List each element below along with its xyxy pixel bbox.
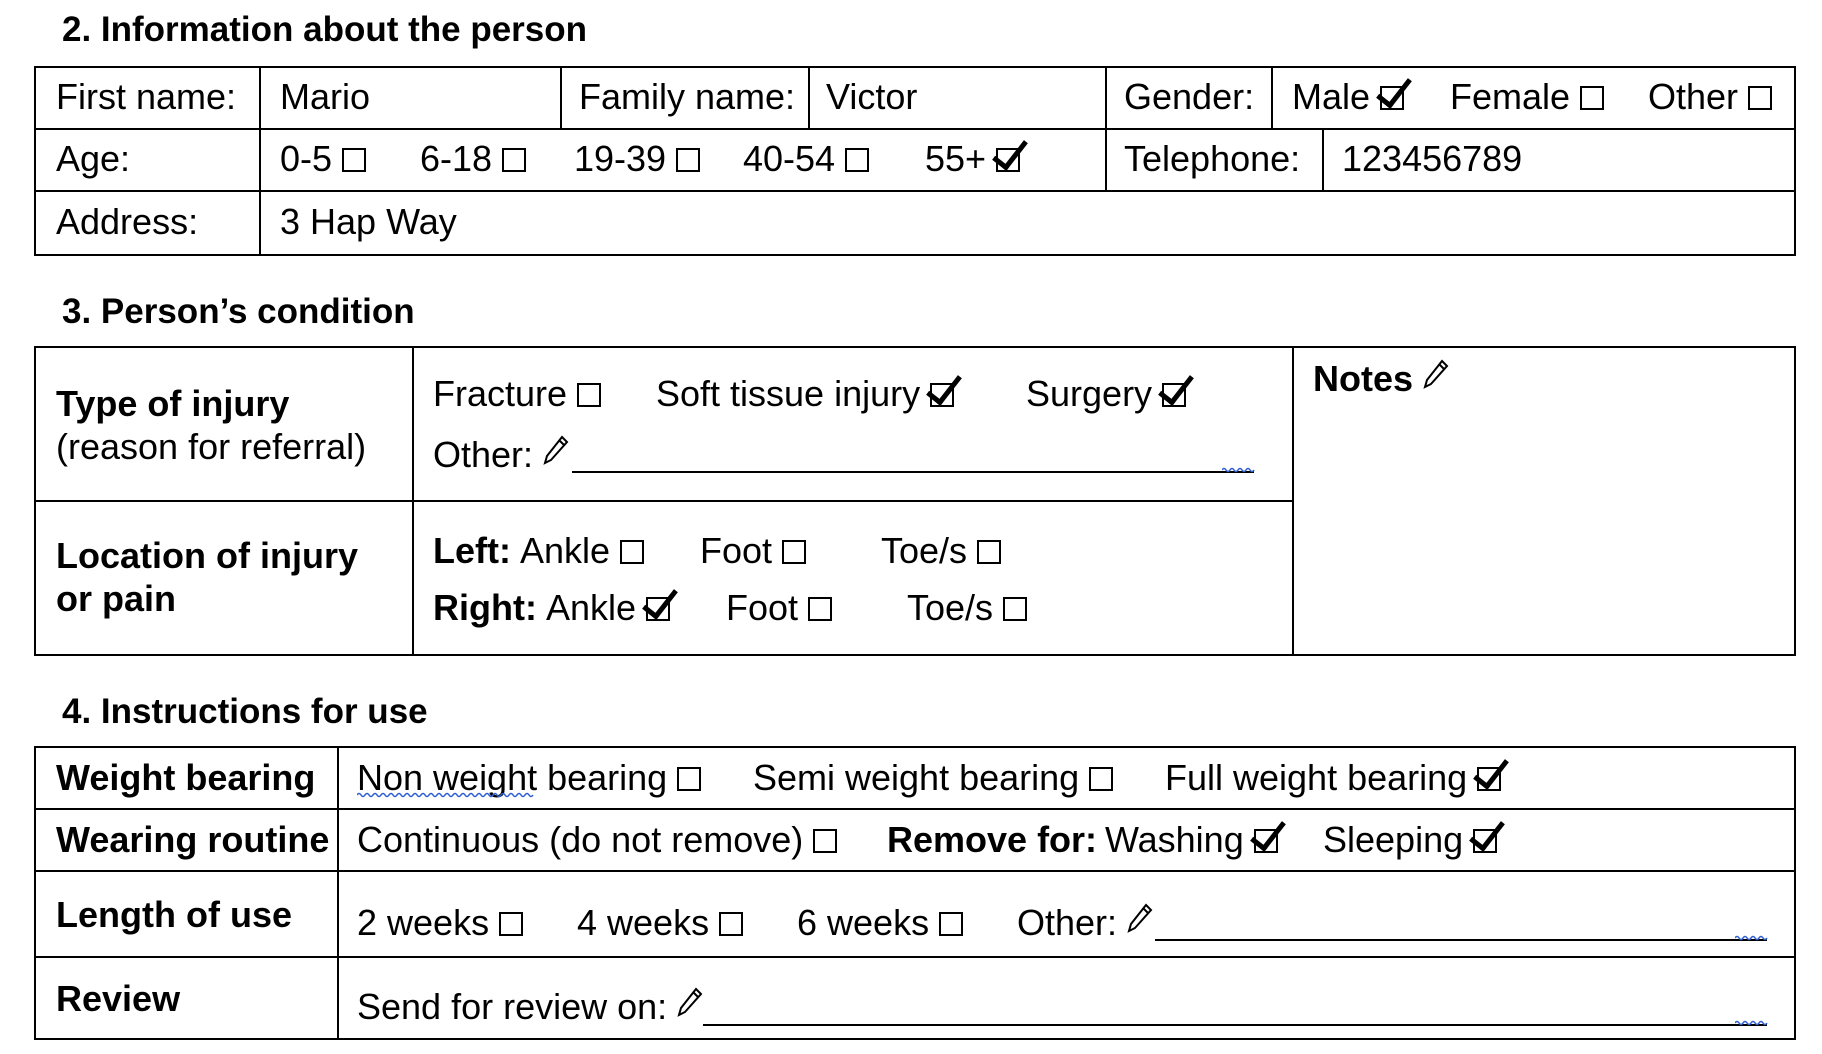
table-divider <box>34 190 1796 192</box>
semi-weight-label: Semi weight bearing <box>753 757 1080 798</box>
checkbox-unchecked[interactable] <box>782 540 806 564</box>
checkbox-unchecked[interactable] <box>1748 86 1772 110</box>
gender-label: Gender: <box>1124 76 1255 117</box>
table-divider <box>34 956 1796 958</box>
review-send-label: Send for review on: <box>357 986 668 1027</box>
address-label: Address: <box>56 201 199 242</box>
length-other <box>1017 902 1153 944</box>
checkbox-checked[interactable] <box>1254 829 1278 853</box>
table-divider <box>560 66 562 128</box>
pencil-icon <box>543 435 569 465</box>
checkbox-unchecked[interactable] <box>1003 597 1027 621</box>
age-option-0-5[interactable] <box>280 138 366 180</box>
four-weeks-label: 4 weeks <box>577 902 710 943</box>
wearing-routine-label: Wearing routine <box>56 819 330 860</box>
checkbox-unchecked[interactable] <box>719 912 743 936</box>
length-option-6-weeks[interactable] <box>797 902 963 944</box>
notes-area[interactable] <box>1300 410 1790 650</box>
gender-other-label: Other <box>1648 76 1739 117</box>
checkbox-unchecked[interactable] <box>677 767 701 791</box>
table-divider <box>34 500 1294 502</box>
left-toes-option[interactable] <box>881 530 1001 572</box>
injury-other <box>433 434 569 476</box>
table-divider <box>259 66 261 256</box>
gender-option-other[interactable] <box>1648 76 1772 118</box>
weight-option-semi[interactable] <box>753 757 1113 799</box>
table-divider <box>1322 128 1324 190</box>
spellcheck-squiggle <box>1735 1020 1769 1026</box>
section-4-heading: 4. Instructions for use <box>62 692 428 731</box>
right-foot-option[interactable] <box>726 587 832 629</box>
remove-for-label: Remove for: <box>887 819 1098 860</box>
checkbox-unchecked[interactable] <box>499 912 523 936</box>
right-toes-option[interactable] <box>907 587 1027 629</box>
checkbox-unchecked[interactable] <box>1580 86 1604 110</box>
left-ankle-label: Ankle <box>520 530 611 571</box>
pencil-icon <box>1127 903 1153 933</box>
gender-option-female[interactable] <box>1450 76 1604 118</box>
checkbox-checked[interactable] <box>1380 86 1404 110</box>
type-of-injury-sublabel: (reason for referral) <box>56 426 367 467</box>
table-divider <box>34 128 1796 130</box>
right-toes-label: Toe/s <box>907 587 994 628</box>
notes-header <box>1313 358 1449 400</box>
review-label: Review <box>56 978 181 1019</box>
spellcheck-squiggle <box>1222 467 1256 473</box>
right-foot-label: Foot <box>726 587 799 628</box>
length-other-label: Other: <box>1017 902 1118 943</box>
checkbox-unchecked[interactable] <box>342 148 366 172</box>
checkbox-checked[interactable] <box>1473 829 1497 853</box>
checkbox-checked[interactable] <box>930 383 954 407</box>
washing-label: Washing <box>1105 819 1244 860</box>
left-ankle-option[interactable] <box>520 530 644 572</box>
injury-option-surgery[interactable] <box>1026 373 1186 415</box>
two-weeks-label: 2 weeks <box>357 902 490 943</box>
full-weight-label: Full weight bearing <box>1165 757 1468 798</box>
checkbox-checked[interactable] <box>1477 767 1501 791</box>
checkbox-unchecked[interactable] <box>939 912 963 936</box>
length-of-use-label: Length of use <box>56 894 292 935</box>
table-divider <box>337 746 339 1040</box>
telephone-value[interactable]: 123456789 <box>1342 138 1523 179</box>
injury-option-soft-tissue[interactable] <box>656 373 954 415</box>
section-3-heading: 3. Person’s condition <box>62 292 415 331</box>
family-name-value[interactable]: Victor <box>826 76 918 117</box>
non-weight-label: Non weight bearing <box>357 757 668 798</box>
pencil-icon <box>677 987 703 1017</box>
checkbox-checked[interactable] <box>646 597 670 621</box>
gender-male-label: Male <box>1292 76 1371 117</box>
right-ankle-label: Ankle <box>546 587 637 628</box>
left-label: Left: <box>433 530 511 571</box>
surgery-label: Surgery <box>1026 373 1153 414</box>
injury-other-label: Other: <box>433 434 534 475</box>
age-label: Age: <box>56 138 131 179</box>
section-2-heading: 2. Information about the person <box>62 10 588 49</box>
checkbox-checked[interactable] <box>996 148 1020 172</box>
table-divider <box>808 66 810 128</box>
table-divider <box>34 870 1796 872</box>
checkbox-checked[interactable] <box>1162 383 1186 407</box>
age-option-19-39[interactable] <box>574 138 700 180</box>
spellcheck-squiggle <box>1735 935 1769 941</box>
weight-option-full[interactable] <box>1165 757 1501 799</box>
checkbox-unchecked[interactable] <box>577 383 601 407</box>
spellcheck-squiggle <box>357 792 535 798</box>
age-option-40-54[interactable] <box>743 138 869 180</box>
injury-option-fracture[interactable] <box>433 373 601 415</box>
age-label-40-54: 40-54 <box>743 138 836 179</box>
routine-option-continuous[interactable] <box>357 819 837 861</box>
checkbox-unchecked[interactable] <box>1089 767 1113 791</box>
pencil-icon <box>1423 359 1449 389</box>
checkbox-unchecked[interactable] <box>845 148 869 172</box>
age-option-55-plus[interactable] <box>925 138 1020 180</box>
left-foot-option[interactable] <box>700 530 806 572</box>
telephone-label: Telephone: <box>1124 138 1301 179</box>
remove-option-sleeping[interactable] <box>1323 819 1497 861</box>
first-name-label: First name: <box>56 76 237 117</box>
first-name-value[interactable]: Mario <box>280 76 371 117</box>
fracture-label: Fracture <box>433 373 568 414</box>
sleeping-label: Sleeping <box>1323 819 1464 860</box>
right-label: Right: <box>433 587 537 628</box>
checkbox-unchecked[interactable] <box>620 540 644 564</box>
checkbox-unchecked[interactable] <box>676 148 700 172</box>
age-option-6-18[interactable] <box>420 138 526 180</box>
remove-option-washing[interactable] <box>1105 819 1278 861</box>
family-name-label: Family name: <box>579 76 796 117</box>
table-divider <box>1271 66 1273 128</box>
gender-female-label: Female <box>1450 76 1571 117</box>
six-weeks-label: 6 weeks <box>797 902 930 943</box>
location-label-line1: Location of injury <box>56 535 358 576</box>
gender-option-male[interactable] <box>1292 76 1404 118</box>
age-label-0-5: 0-5 <box>280 138 333 179</box>
age-label-6-18: 6-18 <box>420 138 493 179</box>
left-foot-label: Foot <box>700 530 773 571</box>
weight-bearing-label: Weight bearing <box>56 757 316 798</box>
location-label-line2: or pain <box>56 578 177 619</box>
age-label-55-plus: 55+ <box>925 138 987 179</box>
left-toes-label: Toe/s <box>881 530 968 571</box>
checkbox-unchecked[interactable] <box>977 540 1001 564</box>
address-value[interactable]: 3 Hap Way <box>280 201 457 242</box>
continuous-label: Continuous (do not remove) <box>357 819 804 860</box>
table-divider <box>1105 66 1107 192</box>
age-label-19-39: 19-39 <box>574 138 667 179</box>
type-of-injury-label: Type of injury <box>56 383 290 424</box>
soft-tissue-label: Soft tissue injury <box>656 373 921 414</box>
review-send <box>357 986 703 1028</box>
checkbox-unchecked[interactable] <box>813 829 837 853</box>
table-divider <box>34 808 1796 810</box>
length-option-2-weeks[interactable] <box>357 902 523 944</box>
length-other-input[interactable] <box>1155 939 1767 941</box>
notes-label: Notes <box>1313 358 1414 399</box>
right-ankle-option[interactable] <box>546 587 670 629</box>
checkbox-unchecked[interactable] <box>502 148 526 172</box>
review-date-input[interactable] <box>703 1024 1767 1026</box>
length-option-4-weeks[interactable] <box>577 902 743 944</box>
checkbox-unchecked[interactable] <box>808 597 832 621</box>
injury-other-input[interactable] <box>572 471 1254 473</box>
